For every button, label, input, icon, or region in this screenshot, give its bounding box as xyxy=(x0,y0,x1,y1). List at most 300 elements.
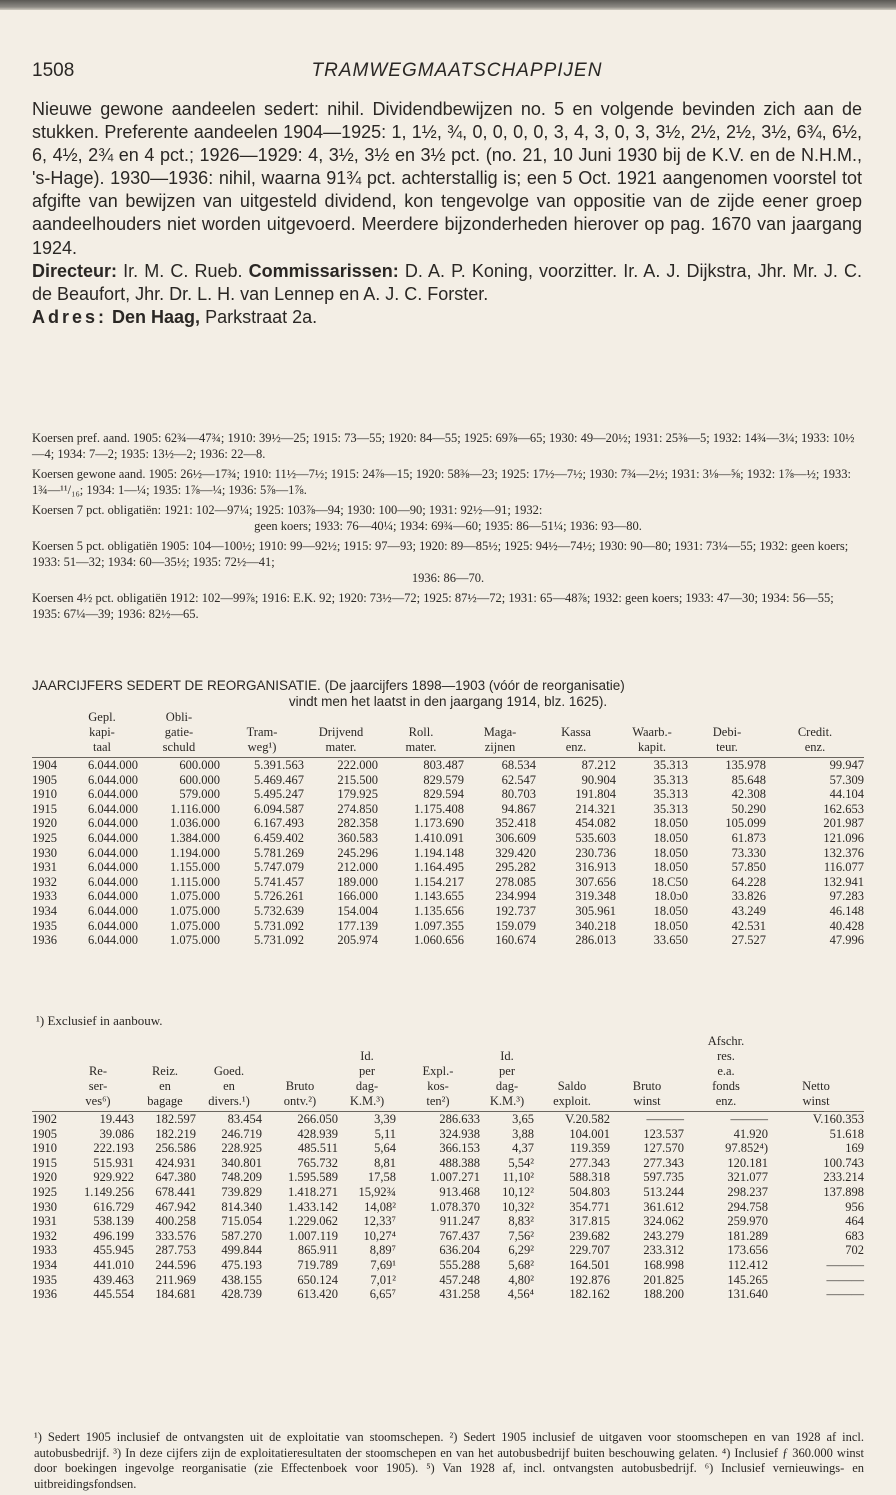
balance-cell: 286.013 xyxy=(575,933,616,948)
results-cell: 4,37 xyxy=(512,1141,534,1156)
results-cell: V.160.353 xyxy=(768,1112,864,1127)
balance-year-cell: 1915 xyxy=(32,801,57,816)
balance-cell: 274.850 xyxy=(337,801,378,816)
running-title: TRAMWEGMAATSCHAPPIJEN xyxy=(311,60,603,81)
results-cell: 97.852⁴) xyxy=(725,1141,768,1156)
results-cell: 428.939 xyxy=(297,1126,338,1141)
results-cell: 587.270 xyxy=(221,1228,262,1243)
results-cell: 10,32² xyxy=(502,1199,534,1214)
balance-cell: 6.044.000 xyxy=(66,758,138,773)
balance-year-cell: 1905 xyxy=(32,772,57,787)
balance-cell: 1.060.656 xyxy=(414,933,464,948)
results-cell: 243.279 xyxy=(643,1228,684,1243)
results-col-header: Bruto winst xyxy=(632,1079,662,1108)
balance-cell: 222.000 xyxy=(304,758,378,773)
balance-cell: 116.077 xyxy=(823,860,864,875)
results-cell: 298.237 xyxy=(727,1184,768,1199)
results-year-cell: 1932 xyxy=(32,1228,57,1243)
results-col-header: Goed. en divers.¹) xyxy=(208,1064,250,1108)
results-row xyxy=(32,1127,864,1142)
balance-cell: 18.C50 xyxy=(651,874,688,889)
koersen-section xyxy=(32,430,864,626)
results-cell: 8,89⁷ xyxy=(369,1243,396,1258)
results-row xyxy=(32,1170,864,1185)
results-cell: 683 xyxy=(845,1228,864,1243)
balance-cell: 57.850 xyxy=(731,860,766,875)
results-cell: 317.815 xyxy=(569,1214,610,1229)
results-cell: 455.945 xyxy=(93,1243,134,1258)
balance-cell: 1.384.000 xyxy=(170,830,220,845)
results-cell: 636.204 xyxy=(439,1243,480,1258)
management-paragraph xyxy=(32,260,862,306)
commissarissen-value: D. A. P. Koning, voorzitter. Ir. A. J. Dijkstra, Jhr. Mr. J. C. de Beaufort, Jhr. Dr. L. H. van Lennep en A. J. C. Forster. xyxy=(32,260,862,304)
koersen-7pct: Koersen 7 pct. obligatiën: 1921: 102—97¼; 1925: 103⅞—94; 1930: 100—90; 1931: 92½—91; 1932: xyxy=(32,503,543,517)
results-col-header: Id. per dag- K.M.³) xyxy=(349,1049,385,1108)
results-cell: 354.771 xyxy=(569,1199,610,1214)
balance-cell: 105.099 xyxy=(725,816,766,831)
directeur-value: Ir. M. C. Rueb. xyxy=(123,260,243,281)
scan-top-edge xyxy=(0,0,896,10)
results-cell: 19.443 xyxy=(62,1112,134,1127)
results-cell: 400.258 xyxy=(155,1214,196,1229)
balance-cell: 50.290 xyxy=(731,801,766,816)
balance-cell: 44.104 xyxy=(829,787,864,802)
results-cell: 911.247 xyxy=(439,1214,480,1229)
balance-cell: 1.116.000 xyxy=(170,801,220,816)
results-cell: 929.922 xyxy=(93,1170,134,1185)
results-cell: 865.911 xyxy=(297,1243,338,1258)
results-year-cell: 1920 xyxy=(32,1170,57,1185)
balance-cell: 215.500 xyxy=(337,772,378,787)
balance-cell: 18.050 xyxy=(653,903,688,918)
results-cell: 120.181 xyxy=(727,1155,768,1170)
page-header xyxy=(32,60,842,86)
balance-cell: 5.747.079 xyxy=(254,860,304,875)
results-cell: 1.149.256 xyxy=(84,1184,134,1199)
results-cell: 182.597 xyxy=(134,1112,196,1127)
balance-cell: 535.603 xyxy=(575,830,616,845)
balance-col-header: Kassa enz. xyxy=(561,725,591,754)
results-cell: 256.586 xyxy=(155,1141,196,1156)
results-cell: 647.380 xyxy=(155,1170,196,1185)
results-cell: 246.719 xyxy=(221,1126,262,1141)
balance-cell: 803.487 xyxy=(378,758,464,773)
balance-cell: 306.609 xyxy=(495,830,536,845)
balance-cell: 1.135.656 xyxy=(414,903,464,918)
balance-row xyxy=(32,904,864,919)
balance-year-cell: 1936 xyxy=(32,933,57,948)
results-cell: 51.618 xyxy=(829,1126,864,1141)
balance-cell: 6.044.000 xyxy=(88,860,138,875)
balance-table xyxy=(32,710,864,948)
balance-cell: 829.579 xyxy=(423,772,464,787)
balance-year-cell: 1934 xyxy=(32,903,57,918)
results-cell: 17,58 xyxy=(367,1170,396,1185)
results-cell: 361.612 xyxy=(643,1199,684,1214)
results-cell: 3,88 xyxy=(512,1126,534,1141)
results-cell: 428.739 xyxy=(221,1287,262,1302)
results-col-header: Saldo exploit. xyxy=(553,1079,591,1108)
balance-cell: 132.941 xyxy=(823,874,864,889)
balance-cell: 1.194.000 xyxy=(170,845,220,860)
balance-col-header: Maga- zijnen xyxy=(483,725,517,754)
balance-row xyxy=(32,831,864,846)
balance-cell: 33.826 xyxy=(731,889,766,904)
commissarissen-label: Commissarissen: xyxy=(248,260,399,281)
results-cell: ——— xyxy=(826,1257,864,1272)
balance-cell: 85.648 xyxy=(731,772,766,787)
balance-cell: 18.050 xyxy=(653,816,688,831)
koersen-7pct-cont: geen koers; 1933: 76—40¼; 1934: 69¾—60; 1935: 86—51¼; 1936: 93—80. xyxy=(254,519,642,533)
balance-cell: 97.283 xyxy=(829,889,864,904)
results-year-cell: 1902 xyxy=(32,1112,62,1127)
balance-year-cell: 1932 xyxy=(32,874,57,889)
results-cell: 956 xyxy=(845,1199,864,1214)
results-cell: 1.229.062 xyxy=(288,1214,338,1229)
balance-cell: 6.044.000 xyxy=(88,801,138,816)
results-cell: 6,65⁷ xyxy=(369,1287,396,1302)
results-cell: 496.199 xyxy=(93,1228,134,1243)
results-cell: ——— xyxy=(610,1112,684,1127)
jaarcijfers-note: (De jaarcijfers 1898—1903 (vóór de reorganisatie) xyxy=(324,678,625,693)
results-cell: 765.732 xyxy=(297,1155,338,1170)
results-year-cell: 1931 xyxy=(32,1214,57,1229)
balance-cell: 35.313 xyxy=(653,801,688,816)
results-cell: 259.970 xyxy=(727,1214,768,1229)
results-cell: 333.576 xyxy=(155,1228,196,1243)
results-cell: 104.001 xyxy=(569,1126,610,1141)
results-cell: 228.925 xyxy=(221,1141,262,1156)
results-row xyxy=(32,1243,864,1258)
results-cell: 123.537 xyxy=(643,1126,684,1141)
page-number: 1508 xyxy=(32,60,75,81)
results-cell: 233.214 xyxy=(823,1170,864,1185)
balance-cell: 1.173.690 xyxy=(414,816,464,831)
results-row xyxy=(32,1200,864,1215)
results-cell: V.20.582 xyxy=(534,1112,610,1127)
balance-row xyxy=(32,787,864,802)
balance-year-cell: 1920 xyxy=(32,816,57,831)
balance-cell: 33.650 xyxy=(653,933,688,948)
results-table-header xyxy=(32,1034,864,1112)
balance-cell: 579.000 xyxy=(179,787,220,802)
results-cell: 650.124 xyxy=(297,1272,338,1287)
balance-cell: 305.961 xyxy=(575,903,616,918)
results-cell: 324.938 xyxy=(439,1126,480,1141)
balance-col-header: Tram- weg¹) xyxy=(246,725,278,754)
balance-cell: 6.044.000 xyxy=(88,845,138,860)
results-cell: 14,08² xyxy=(364,1199,396,1214)
balance-cell: 214.321 xyxy=(575,801,616,816)
balance-year-cell: 1933 xyxy=(32,889,57,904)
balance-cell: 192.737 xyxy=(495,903,536,918)
results-cell: 445.554 xyxy=(93,1287,134,1302)
footnotes: ¹) Sedert 1905 inclusief de ontvangsten uit de exploitatie van stoomschepen. ²) Sedert 1905 inclusief de uitgaven voor stoomschepen en van 1928 af incl. autobusbedrijf. ³) In deze cijfers zijn de exploitatieresultaten der stoomschepen en van het autobusbedrijf buiten beschouwing gelaten. ⁴) Inclusief ƒ 360.000 winst door boekingen ingevolge reorganisatie (zie Effectenboek voor 1905). ⁵) Van 1928 af, incl. ontvangsten autobusbedrijf. ⁶) Inclusief vernieuwings- en uitbreidingsfondsen. xyxy=(34,1430,864,1491)
results-year-cell: 1930 xyxy=(32,1199,57,1214)
balance-cell: 166.000 xyxy=(337,889,378,904)
results-cell: 7,56² xyxy=(508,1228,534,1243)
results-cell: 1.007.271 xyxy=(430,1170,480,1185)
balance-cell: 454.082 xyxy=(575,816,616,831)
balance-cell: 282.358 xyxy=(337,816,378,831)
results-row xyxy=(32,1156,864,1171)
balance-cell: 5.469.467 xyxy=(254,772,304,787)
results-cell: 211.969 xyxy=(155,1272,196,1287)
results-row xyxy=(32,1185,864,1200)
balance-cell: 18.050 xyxy=(653,860,688,875)
results-cell: 201.825 xyxy=(643,1272,684,1287)
balance-cell: 230.736 xyxy=(575,845,616,860)
balance-cell: 352.418 xyxy=(495,816,536,831)
balance-cell: 5.495.247 xyxy=(254,787,304,802)
balance-cell: 61.873 xyxy=(731,830,766,845)
results-cell: 715.054 xyxy=(221,1214,262,1229)
balance-cell: 68.534 xyxy=(464,758,536,773)
balance-cell: 64.228 xyxy=(731,874,766,889)
koersen-gewone: Koersen gewone aand. 1905: 26½—17¾; 1910: 11½—7½; 1915: 24⅞—15; 1920: 58⅜—23; 1925: 17½—7½; 1930: 7¾—2½; 1931: 3⅛—⅝; 1932: 1⅞—½; 1933: 1¾—¹¹/₁₆; 1934: 1—¼; 1935: 1⅞—¼; 1936: 5⅞—1⅞. xyxy=(32,467,851,497)
results-cell: 266.050 xyxy=(262,1112,338,1127)
balance-cell: 5.726.261 xyxy=(254,889,304,904)
balance-cell: 1.075.000 xyxy=(170,889,220,904)
results-cell: 4,80² xyxy=(508,1272,534,1287)
results-cell: 467.942 xyxy=(155,1199,196,1214)
balance-year-cell: 1910 xyxy=(32,787,57,802)
results-cell: 340.801 xyxy=(221,1155,262,1170)
balance-cell: 35.313 xyxy=(653,787,688,802)
results-cell: 475.193 xyxy=(221,1257,262,1272)
balance-cell: 121.096 xyxy=(823,830,864,845)
balance-cell: 162.653 xyxy=(823,801,864,816)
results-cell: ——— xyxy=(826,1287,864,1302)
adres-label: Adres: xyxy=(32,306,108,327)
balance-cell: 340.218 xyxy=(575,918,616,933)
balance-col-header: Debi- teur. xyxy=(712,725,742,754)
balance-year-cell: 1904 xyxy=(32,758,66,773)
balance-cell: 1.097.355 xyxy=(414,918,464,933)
intro-paragraph: Nieuwe gewone aandeelen sedert: nihil. Dividendbewijzen no. 5 en volgende bevinden zich aan de stukken. Preferente aandeelen 1904—1925: 1, 1½, ¾, 0, 0, 0, 0, 3, 4, 3, 0, 3, 3½, 2½, 2½, 3½, 6¾, 6½, 6, 4½, 2¾ en 4 pct.; 1926—1929: 4, 3½, 3½ en 3½ pct. (no. 21, 10 Juni 1930 bij de K.V. en de N.H.M., 's-Hage). 1930—1936: nihil, waarna 91¾ pct. achterstallig is; een 5 Oct. 1921 aangenomen voorstel tot afgifte van bewijzen van uitgesteld dividend, kon tengevolge van oppositie van de zijde eener groep aandeelhouders niet worden uitgevoerd. Meerdere bijzonderheden hierover op pag. 1670 van jaargang 1924. xyxy=(32,99,862,258)
results-col-header: Id. per dag- K.M.³) xyxy=(489,1049,525,1108)
koersen-5pct-cont: 1936: 86—70. xyxy=(411,571,485,585)
results-cell: 767.437 xyxy=(439,1228,480,1243)
results-cell: 15,92¾ xyxy=(358,1184,396,1199)
balance-table-header xyxy=(32,710,864,758)
balance-row xyxy=(32,846,864,861)
results-cell: 145.265 xyxy=(727,1272,768,1287)
results-cell: 229.707 xyxy=(569,1243,610,1258)
results-cell: 464 xyxy=(845,1214,864,1229)
balance-cell: 6.167.493 xyxy=(254,816,304,831)
results-cell: 678.441 xyxy=(155,1184,196,1199)
balance-row xyxy=(32,919,864,934)
results-year-cell: 1910 xyxy=(32,1141,57,1156)
results-row xyxy=(32,1258,864,1273)
results-row xyxy=(32,1229,864,1244)
results-cell: 438.155 xyxy=(221,1272,262,1287)
results-cell: 233.312 xyxy=(643,1243,684,1258)
results-cell: 4,56⁴ xyxy=(507,1287,534,1302)
results-col-header xyxy=(32,1034,62,1112)
balance-cell: 212.000 xyxy=(337,860,378,875)
results-cell: 7,01² xyxy=(370,1272,396,1287)
balance-row xyxy=(32,773,864,788)
balance-cell: 154.004 xyxy=(337,903,378,918)
balance-row xyxy=(32,802,864,817)
results-cell: 239.682 xyxy=(569,1228,610,1243)
balance-cell: 1.075.000 xyxy=(170,903,220,918)
results-cell: 287.753 xyxy=(155,1243,196,1258)
results-year-cell: 1925 xyxy=(32,1184,57,1199)
results-cell: 39.086 xyxy=(99,1126,134,1141)
balance-col-header: Credit. enz. xyxy=(797,725,833,754)
balance-cell: 42.531 xyxy=(731,918,766,933)
results-row xyxy=(32,1141,864,1156)
balance-cell: 18.050 xyxy=(653,918,688,933)
results-table xyxy=(32,1034,864,1302)
balance-cell: 205.974 xyxy=(337,933,378,948)
balance-cell: 177.139 xyxy=(337,918,378,933)
results-cell: 588.318 xyxy=(569,1170,610,1185)
results-cell: 719.789 xyxy=(297,1257,338,1272)
balance-cell: 6.044.000 xyxy=(88,889,138,904)
results-cell: 748.209 xyxy=(221,1170,262,1185)
balance-cell: 43.249 xyxy=(731,903,766,918)
balance-cell: 90.904 xyxy=(581,772,616,787)
balance-cell: 1.410.091 xyxy=(414,830,464,845)
balance-cell: 159.079 xyxy=(495,918,536,933)
koersen-pref: Koersen pref. aand. 1905: 62¾—47¾; 1910: 39½—25; 1915: 73—55; 1920: 84—55; 1925: 69⅞—65; 1930: 49—20½; 1931: 25⅜—5; 1932: 14¾—3¼; 1933: 10½—4; 1934: 7—2; 1935: 13½—2; 1936: 22—8. xyxy=(32,431,855,461)
balance-cell: 5.391.563 xyxy=(220,758,304,773)
balance-cell: 1.075.000 xyxy=(170,933,220,948)
results-cell: 277.343 xyxy=(643,1155,684,1170)
results-cell: 513.244 xyxy=(643,1184,684,1199)
results-cell: 597.735 xyxy=(643,1170,684,1185)
results-row xyxy=(32,1287,864,1302)
balance-year-cell: 1935 xyxy=(32,918,57,933)
balance-cell: 829.594 xyxy=(423,787,464,802)
results-cell: 366.153 xyxy=(439,1141,480,1156)
balance-cell: 245.296 xyxy=(337,845,378,860)
balance-col-header: Gepl. kapi- taal xyxy=(88,710,116,754)
results-cell: 424.931 xyxy=(155,1155,196,1170)
results-cell: 8,81 xyxy=(374,1155,396,1170)
balance-cell: 1.143.655 xyxy=(414,889,464,904)
balance-row xyxy=(32,933,864,948)
balance-cell: 62.547 xyxy=(501,772,536,787)
address-paragraph xyxy=(32,306,862,329)
results-cell: 119.359 xyxy=(569,1141,610,1156)
results-cell: 321.077 xyxy=(727,1170,768,1185)
results-cell: 11,10² xyxy=(502,1170,534,1185)
balance-cell: 234.994 xyxy=(495,889,536,904)
balance-cell: 189.000 xyxy=(337,874,378,889)
results-cell: 6,29² xyxy=(508,1243,534,1258)
balance-cell: 18.050 xyxy=(653,830,688,845)
results-cell: 244.596 xyxy=(155,1257,196,1272)
results-cell: 457.248 xyxy=(439,1272,480,1287)
results-cell: 164.501 xyxy=(569,1257,610,1272)
balance-cell: 40.428 xyxy=(829,918,864,933)
balance-cell: 94.867 xyxy=(501,801,536,816)
results-cell: 222.193 xyxy=(93,1141,134,1156)
balance-cell: 27.527 xyxy=(731,933,766,948)
results-cell: 504.803 xyxy=(569,1184,610,1199)
results-cell: 515.931 xyxy=(93,1155,134,1170)
balance-cell: 1.154.217 xyxy=(414,874,464,889)
results-cell: 1.418.271 xyxy=(288,1184,338,1199)
results-cell: 127.570 xyxy=(643,1141,684,1156)
results-year-cell: 1935 xyxy=(32,1272,57,1287)
results-cell: 3,65 xyxy=(480,1112,534,1127)
adres-street: Parkstraat 2a. xyxy=(205,306,318,327)
results-cell: 1.007.119 xyxy=(288,1228,338,1243)
balance-cell: 1.194.148 xyxy=(414,845,464,860)
results-cell: 182.162 xyxy=(569,1287,610,1302)
balance-cell: 278.085 xyxy=(495,874,536,889)
directeur-label: Directeur: xyxy=(32,260,118,281)
results-cell: 1.595.589 xyxy=(288,1170,338,1185)
results-cell: 12,33⁷ xyxy=(363,1214,396,1229)
results-year-cell: 1934 xyxy=(32,1257,57,1272)
results-cell: 3,39 xyxy=(338,1112,396,1127)
balance-cell: 6.044.000 xyxy=(88,903,138,918)
balance-cell: 6.044.000 xyxy=(88,772,138,787)
balance-cell: 1.175.408 xyxy=(414,801,464,816)
balance-cell: 160.674 xyxy=(495,933,536,948)
results-cell: 702 xyxy=(845,1243,864,1258)
results-cell: ——— xyxy=(684,1112,768,1127)
balance-year-cell: 1930 xyxy=(32,845,57,860)
results-year-cell: 1936 xyxy=(32,1287,57,1302)
results-cell: 137.898 xyxy=(823,1184,864,1199)
balance-cell: 5.731.092 xyxy=(254,918,304,933)
balance-cell: 99.947 xyxy=(766,758,864,773)
balance-cell: 1.115.000 xyxy=(170,874,220,889)
jaarcijfers-title: JAARCIJFERS SEDERT DE REORGANISATIE. xyxy=(32,678,321,693)
results-col-header: Expl.- kos- ten²) xyxy=(422,1064,454,1108)
balance-cell: 132.376 xyxy=(823,845,864,860)
results-row xyxy=(32,1273,864,1288)
results-cell: 10,12² xyxy=(502,1184,534,1199)
jaarcijfers-heading xyxy=(32,678,864,710)
results-col-header: Netto winst xyxy=(802,1079,830,1108)
results-row xyxy=(32,1214,864,1229)
balance-cell: 1.164.495 xyxy=(414,860,464,875)
balance-cell: 35.313 xyxy=(616,758,688,773)
balance-cell: 135.978 xyxy=(688,758,766,773)
balance-cell: 18.050 xyxy=(653,845,688,860)
balance-cell: 295.282 xyxy=(495,860,536,875)
balance-row xyxy=(32,860,864,875)
balance-year-cell: 1925 xyxy=(32,830,57,845)
balance-cell: 5.781.269 xyxy=(254,845,304,860)
results-cell: 173.656 xyxy=(727,1243,768,1258)
results-cell: 5,11 xyxy=(374,1126,396,1141)
results-cell: 1.078.370 xyxy=(430,1199,480,1214)
results-cell: 439.463 xyxy=(93,1272,134,1287)
balance-cell: 35.313 xyxy=(653,772,688,787)
intro-section xyxy=(32,98,862,329)
results-cell: 184.681 xyxy=(155,1287,196,1302)
results-cell: 168.998 xyxy=(643,1257,684,1272)
balance-cell: 307.656 xyxy=(575,874,616,889)
balance-cell: 319.348 xyxy=(575,889,616,904)
results-year-cell: 1933 xyxy=(32,1243,57,1258)
koersen-5pct: Koersen 5 pct. obligatiën 1905: 104—100½; 1910: 99—92½; 1915: 97—93; 1920: 89—85½; 1925: 94½—74½; 1930: 90—80; 1931: 73¼—55; 1932: geen koers; 1933: 51—32; 1934: 60—35½; 1935: 72½—41; xyxy=(32,539,849,569)
results-cell: 181.289 xyxy=(727,1228,768,1243)
balance-cell: 6.044.000 xyxy=(88,787,138,802)
results-cell: 739.829 xyxy=(221,1184,262,1199)
balance-cell: 87.212 xyxy=(536,758,616,773)
